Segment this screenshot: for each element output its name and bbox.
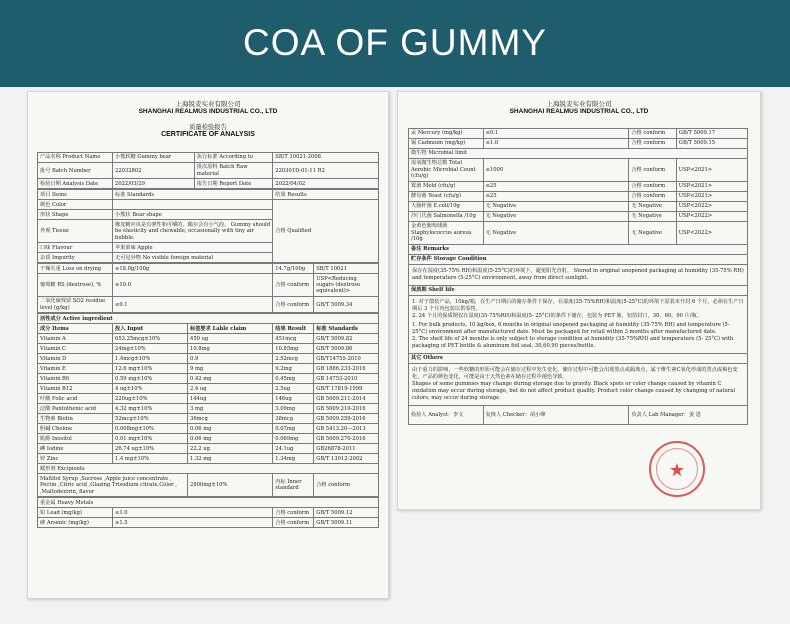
item-result: 合格 conform [629,191,676,201]
ingredient-claim: 9 mg [188,364,273,374]
item-name: 砷 Arsenic (mg/kg) [38,518,113,528]
item-standard: 无 Negative [483,211,629,221]
others-text [409,363,748,405]
ingredient-claim: 0.06 mg [188,434,273,444]
ingredient-input: 52mcg±10% [113,414,188,424]
company-name-cn: 上海锐麦实业有限公司 [546,100,612,108]
item-method: SB/T 10021 [314,264,379,274]
info-value: 2022/04/02 [273,179,379,189]
ingredient-name: Vitamin A [38,334,113,344]
ingredient-result: 24.1ug [273,444,314,454]
info-value: 220301D-01-11 R2 [273,163,379,179]
section-label: 其它 Others [409,353,748,363]
ingredient-standard: GB 5413.20—2013 [314,424,379,434]
company-name-en: SHANGHAI REALMUS INDUSTRIAL CO., LTD [509,108,649,116]
excipient-result: 合格 conform [314,474,379,497]
ingredient-name: Vitamin E [38,364,113,374]
item-method: USP<2022> [676,221,747,244]
section-label: 微生物 Microbial limit [409,149,748,159]
item-name: 口味 Flavour [38,243,113,253]
ingredient-claim: 0.9 [188,354,273,364]
table-row [38,179,379,189]
others-line-cn: 由于重力的影响，一些软糖的形状可能会在储存过程中发生变化。储存过程中可能会出现黑点或隔离点，属于维生素C氧化形成的黑点或褐色变化，产品的颜色变化，可能是由于天然色素在储存过程中褪色导致。 [412,366,738,380]
item-standard [113,200,273,210]
item-standard: ≤0.1 [113,297,273,313]
item-method: GB/T 5009.17 [676,129,747,139]
item-result: 14.7g/100g [273,264,314,274]
table-row [38,474,379,497]
ingredient-name: 叶酸 Folic acid [38,394,113,404]
page-title: COA OF GUMMY [243,22,547,63]
item-name: 二氧化硫残留 SO2 residue level (g/kg) [38,297,113,313]
item-result: 合格 conform [273,274,314,297]
ingredient-claim: 2.4 ug [188,384,273,394]
item-method: USP<2021> [676,159,747,182]
table-row [38,354,379,364]
ingredient-input: 4 ug±10% [113,384,188,394]
ingredient-input: 1.4mcg±10% [113,354,188,364]
manager-signature: 负责人 Lab Manager：姜 恩 [629,405,748,424]
ingredient-result: 1.34mg [273,454,314,464]
others-line-en: Shapes of some gummies may change during storage due to gravity. Black spots or color change caused by vitamin C oxidation may occur during storage, but do not affect product quality. Product color change caused by changing of natural colors, may occur during storage. [412,380,736,401]
ingredient-claim: 0.06 mg [188,424,273,434]
column-header: 结果 Result [273,324,314,334]
shelf-life-line: 2. 24 个月的保质期仅在湿度(35-75%RH)和温度(5- 25°C)的条件下储存，包装为 PET 瓶，铝箔封口，30、60、90 片/瓶。 [412,312,702,319]
table-row [38,394,379,404]
info-label: 产品名称 Product Name [38,153,113,163]
item-standard: ≤18.0g/100g [113,264,273,274]
table-row [409,221,748,244]
table-row [38,364,379,374]
ingredient-result: 0.07mg [273,424,314,434]
ingredient-name: Vitamin D [38,354,113,364]
ingredient-claim: 144ug [188,394,273,404]
basic-items-table [37,189,379,263]
section-label: 保质期 Shelf life [409,285,748,295]
company-name-cn: 上海锐麦实业有限公司 [175,100,241,108]
table-row [409,264,748,285]
coa-page-left [27,91,389,599]
shelf-life-line: 2. The shelf life of 24 months is only subject to storage condition at humidity (35-75%RH) and temperature (5- 25°C) with packaging of PET bottle & aluminum foil seal, 30,60,90 pieces/bottle. [412,335,734,349]
table-row [38,264,379,274]
ingredient-name: 生物素 Biotin [38,414,113,424]
column-header: 项目 Items [38,190,113,200]
ingredient-name: 肌醇 Inositol [38,434,113,444]
table-row [409,201,748,211]
item-result: 合格 conform [629,129,676,139]
section-row [38,464,379,474]
table-row [38,508,379,518]
ingredient-standard: GB/T14755-2010 [314,354,379,364]
shelf-life-text [409,295,748,353]
item-name: 镉 Cadmium (mg/kg) [409,139,484,149]
ingredient-standard: GB/T 13912-2002 [314,454,379,464]
table-row [38,374,379,384]
company-seal-stamp: ★ [649,441,705,497]
table-row [38,163,379,179]
column-header: 标签要求 Lable claim [188,324,273,334]
ingredient-claim: 0.42 mg [188,374,273,384]
basic-result: 合格 Qualified [273,200,379,263]
ingredient-claim: 1.32 mg [188,454,273,464]
info-value: 2022/03/29 [113,179,195,189]
item-result: 无 Negative [629,221,676,244]
ingredient-input: 653.25mcg±10% [113,334,188,344]
shelf-life-line: 1. 对于散装产品，10kg/箱，在生产日期后的储存条件下保存，在湿度(35-75%RH)和温度(5-25°C)的环境下原装未开封 6 个月，必须在生产日期后 3 个月内包装以供零售。 [412,298,744,312]
item-standard: ≤0.1 [483,129,629,139]
section-label: 赋形剂 Excipients [38,464,379,474]
item-method: GB/T 5009.34 [314,297,379,313]
item-standard: 无可见异物 No visible foreign material [113,253,273,263]
ingredient-result: 0.45mg [273,374,314,384]
storage-text: 保存在湿度(35-75% RH)和温度(5-25°C)的环境下，避免阳光直射。 Stored in original unopened packaging at humidity (35-75% RH) and temperature (5-25°C) environment, away from direct sunlight. [409,264,748,285]
table-row [38,424,379,434]
column-header: 结果 Results [273,190,379,200]
item-standard: ≤1.5 [113,518,273,528]
item-result: 合格 conform [273,518,314,528]
item-standard: 橡皮糖应该是有弹性和可嚼的，偶尔会有小气泡。 Gummy should be elasticity and chewable, occasionally with tiny air bubble. [113,220,273,243]
table-row [38,274,379,297]
item-result: 合格 conform [629,159,676,182]
ingredient-input: 0.59 mg±10% [113,374,188,384]
info-value: SB/T 10021-2008 [273,153,379,163]
ingredient-result: 38mcg [273,414,314,424]
ingredient-input: 0.01 mg±10% [113,434,188,444]
signature-row [409,405,748,424]
section-row [38,498,379,508]
item-name: 大肠杆菌 E.coli/10g [409,201,484,211]
table-row [38,434,379,444]
excipient-list: Maltitol Syrup ,Sucrose ,Apple juice concentrate , Pectin ,Citric acid ,Glazing Trisodium citrate,Color , ,Maltodextrin, flavor [38,474,188,497]
table-header-row [38,190,379,200]
ingredient-standard: GB/T 5009.82 [314,334,379,344]
shelf-life-line: 1. For bulk products, 10 kg/box, 6 months in original unopened packaging at humidity (35-75% RH) and temperature (5-25°C) environment after manufactured date. Must be packaged for retail within 3 months after manufactured date. [412,321,730,335]
item-method: USP<2021> [676,181,747,191]
item-name: 沙门氏菌 Salmonella /10g [409,211,484,221]
ingredient-name: Vitamin B12 [38,384,113,394]
item-name: 霉菌 Mold (cfu/g) [409,181,484,191]
item-standard: 小熊状 Bear shape [113,210,273,220]
ingredient-result: 2.52mcg [273,354,314,364]
item-result: 无 Negative [629,201,676,211]
table-row [409,159,748,182]
item-name: 铅 Lead (mg/kg) [38,508,113,518]
section-label: 重金属 Heavy Metals [38,498,379,508]
info-label: 批号 Batch Number [38,163,113,179]
section-row [409,149,748,159]
info-value: 22032802 [113,163,195,179]
ingredient-input: 0.008mg±10% [113,424,188,434]
table-row [38,344,379,354]
table-row [409,181,748,191]
item-result: 合格 conform [273,508,314,518]
ingredient-standard: GB 5009.211-2014 [314,394,379,404]
table-row [38,334,379,344]
table-row [409,363,748,405]
item-name: 酵母菌 Yeast (cfu/g) [409,191,484,201]
section-row [409,285,748,295]
info-table [37,152,379,189]
info-label: 批次原料 Batch Raw material [194,163,272,179]
ingredient-result: 2.5ug [273,384,314,394]
report-title-en: CERTIFICATE OF ANALYSIS [161,131,255,139]
ingredient-standard: GB 5009.210-2016 [314,404,379,414]
item-method: USP<2021> [676,191,747,201]
info-value: 小熊软糖 Gummy bear [113,153,195,163]
table-row [38,384,379,394]
ingredient-input: 1.4 mg±10% [113,454,188,464]
section-label: 贮存条件 Storage Condition [409,254,748,264]
table-row [409,211,748,221]
item-method: GB/T 5009.12 [314,508,379,518]
section-row [409,353,748,363]
table-row [38,518,379,528]
section-label: 活性成分 Active ingredient [38,314,379,324]
ingredient-standard: GB/T 17819-1999 [314,384,379,394]
ingredient-claim: 450 ug [188,334,273,344]
column-header: 标准 Standards [314,324,379,334]
item-standard: ≤25 [483,191,629,201]
ingredient-standard: GB/T 5009.86 [314,344,379,354]
ingredient-standard: GB26878-2011 [314,444,379,454]
item-method: GB/T 5009.15 [676,139,747,149]
table-row [38,444,379,454]
item-name: 干燥失重 Loss on drying [38,264,113,274]
ingredient-name: 锌 Zinc [38,454,113,464]
item-standard: ≥10.0 [113,274,273,297]
table-row [38,454,379,464]
item-name: 颜色 Color [38,200,113,210]
ingredient-result: 146ug [273,394,314,404]
item-result: 合格 conform [629,139,676,149]
item-standard: ≤1.0 [113,508,273,518]
table-row [409,129,748,139]
analyst-signature: 检验人 Analyst：李文 [409,405,484,424]
column-header: 成分 Items [38,324,113,334]
ingredient-result: 451mcg [273,334,314,344]
column-header: 标准 Standards [113,190,273,200]
section-row [38,314,379,324]
coa-page-right [397,91,761,510]
item-result: 合格 conform [629,181,676,191]
ingredient-input: 24mg±10% [113,344,188,354]
info-label: 报告日期 Report Date [194,179,272,189]
ingredient-claim: 10.8mg [188,344,273,354]
table-row [38,297,379,313]
item-standard: ≤25 [483,181,629,191]
column-header: 投入 Input [113,324,188,334]
ingredient-result: 10.85mg [273,344,314,354]
ingredient-result: 3.09mg [273,404,314,414]
ingredient-standard: GB 5009.270-2016 [314,434,379,444]
table-header-row [38,324,379,334]
item-name: 外观 Tissue [38,220,113,243]
ingredient-standard: GB 5009.259-2016 [314,414,379,424]
ingredient-input: 220ug±10% [113,394,188,404]
item-standard: ≤1000 [483,159,629,182]
item-method: GB/T 5009.11 [314,518,379,528]
ingredient-name: Vitamin B6 [38,374,113,384]
item-name: 金黄色葡萄球菌 Staphylococcus aureus /10g [409,221,484,244]
table-row [38,153,379,163]
table-row [38,404,379,414]
ingredient-input: 4.32 mg±10% [113,404,188,414]
item-result: 无 Negative [629,211,676,221]
active-ingredient-table [37,313,379,497]
item-name: 需氧微生物总数 Total Aerobic Microbial Count (cfu/g) [409,159,484,182]
ingredient-result: 9.2mg [273,364,314,374]
ingredient-name: 泛酸 Pantothenic acid [38,404,113,414]
section-row [409,254,748,264]
item-standard: 苹果果味 Apple [113,243,273,253]
ingredient-claim: 22.2 ug [188,444,273,454]
ingredient-name: Vitamin C [38,344,113,354]
microbial-table [408,128,748,425]
item-result: 合格 conform [273,297,314,313]
physchem-table [37,263,379,313]
info-label: 执行标准 According to [194,153,272,163]
table-row [38,200,379,210]
ingredient-name: 胆碱 Choline [38,424,113,434]
header-banner [0,0,790,87]
item-method: USP<Reducing sugars (dextrose equivalent)> [314,274,379,297]
ingredient-standard: GB 1886.233-2016 [314,364,379,374]
item-standard: ≤1.0 [483,139,629,149]
item-method: USP<2022> [676,211,747,221]
info-label: 检验日期 Analysis Date [38,179,113,189]
ingredient-name: 碘 Iodine [38,444,113,454]
item-method: USP<2022> [676,201,747,211]
excipient-input: 2800mg±10% [188,474,273,497]
item-name: 葡萄糖 RS (dextrose), % [38,274,113,297]
item-name: 形状 Shape [38,210,113,220]
ingredient-claim: 36mcg [188,414,273,424]
ingredient-claim: 3 mg [188,404,273,414]
item-standard: 无 Negative [483,201,629,211]
ingredient-result: 0.069mg [273,434,314,444]
section-label: 备注 Remarks [409,244,748,254]
item-name: 杂质 Impurity [38,253,113,263]
ingredient-input: 12.6 mg±10% [113,364,188,374]
company-name-en: SHANGHAI REALMUS INDUSTRIAL CO., LTD [138,108,278,116]
item-name: 汞 Mercury (mg/kg) [409,129,484,139]
checker-signature: 复核人 Checker：胡小峰 [483,405,629,424]
table-row [409,139,748,149]
excipient-claim: 内标 Inner standard [273,474,314,497]
ingredient-standard: GB 14753-2010 [314,374,379,384]
heavy-metals-table [37,497,379,528]
ingredient-input: 26.74 ug±10% [113,444,188,454]
table-row [38,414,379,424]
report-title-cn: 质量检验报告 [189,123,227,131]
table-row [409,295,748,353]
table-row [409,191,748,201]
section-row [409,244,748,254]
item-standard: 无 Negative [483,221,629,244]
